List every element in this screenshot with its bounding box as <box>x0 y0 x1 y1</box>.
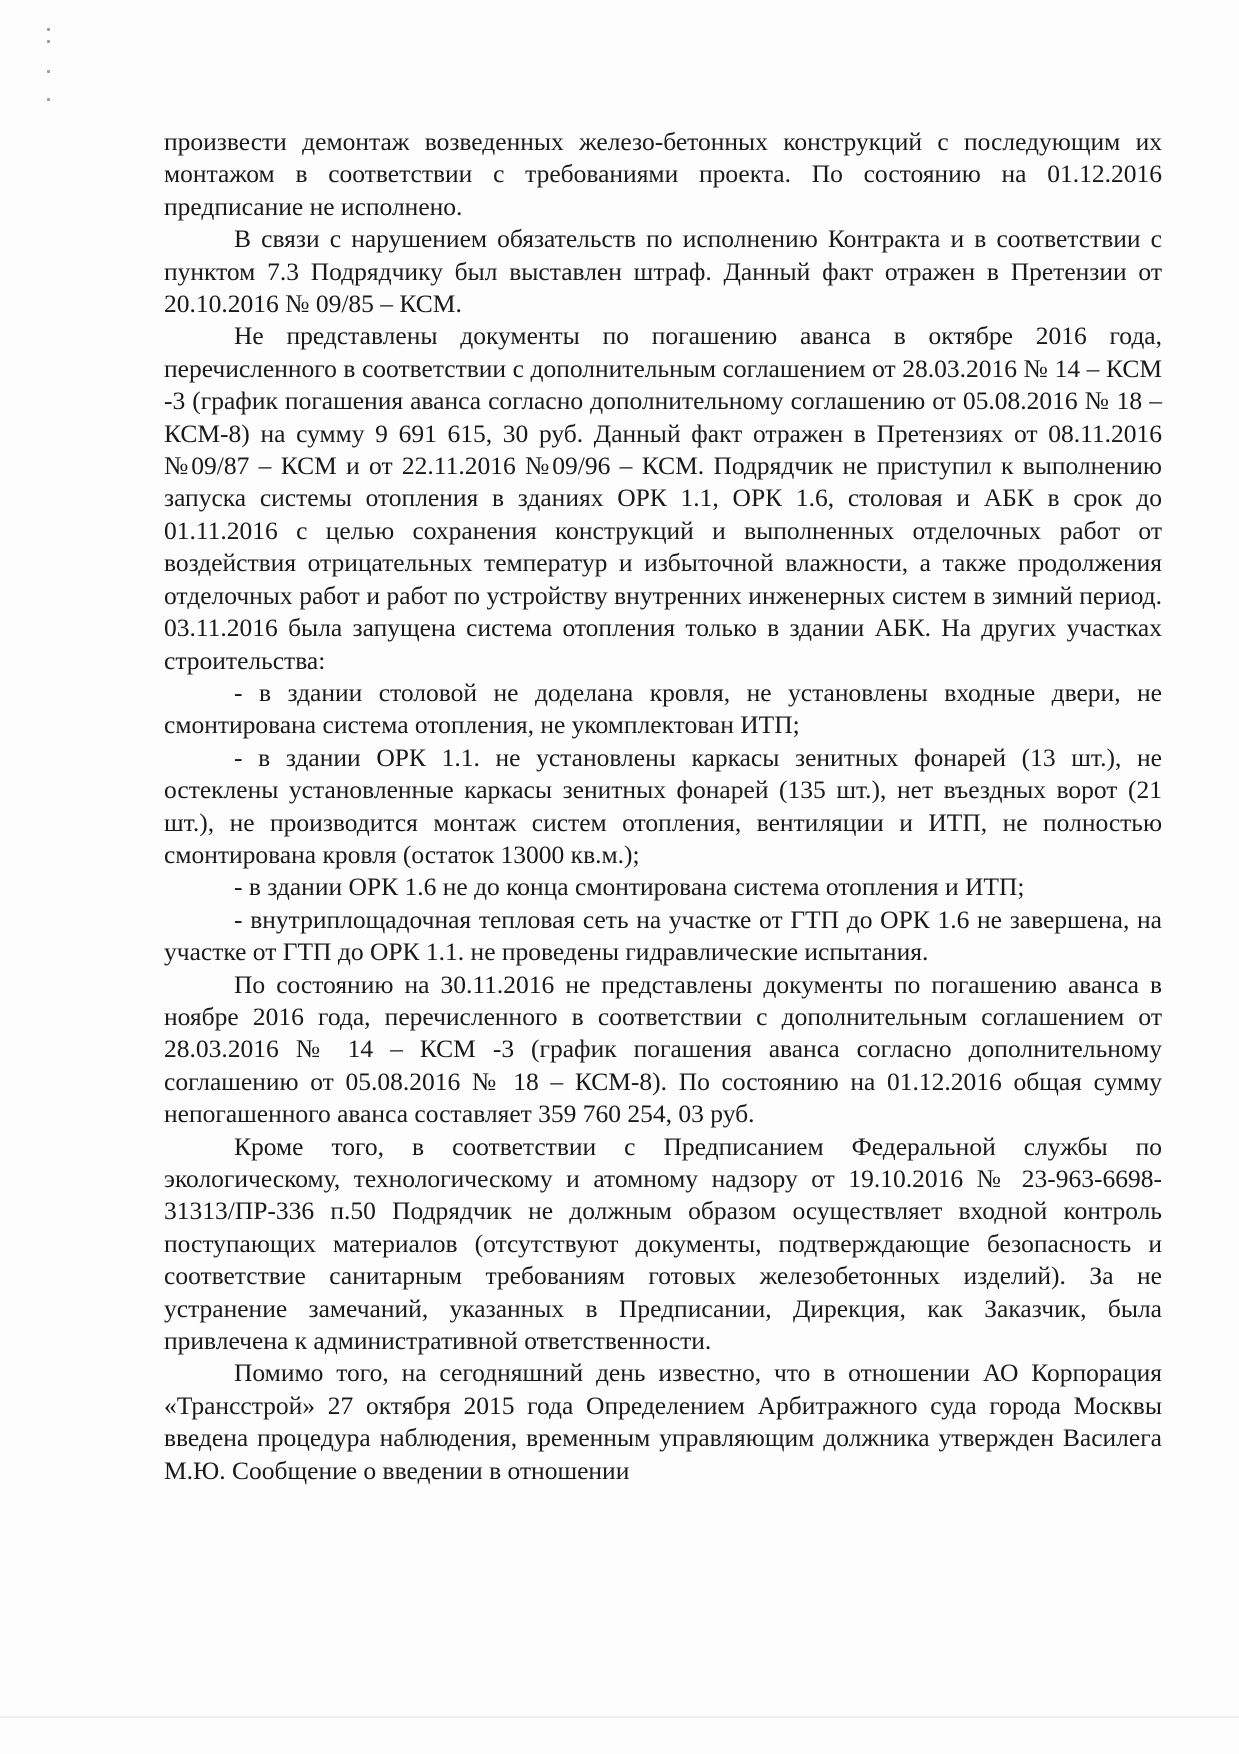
paragraph-advance-november: По состоянию на 30.11.2016 не представлены документы по погашению аванса в ноябре 2016 года, перечисленного в соответствии с дополнительным соглашением от 28.03.2016 № 14 – КСМ -3 (график погашения аванса согласно дополнительному соглашению от 05.08.2016 № 18 – КСМ-8). По состоянию на 01.12.2016 общая сумму непогашенного аванса составляет 359 760 254, 03 руб. <box>164 969 1162 1129</box>
paragraph-rostekhnadzor: Кроме того, в соответствии с Предписанием Федеральной службы по экологическому, технологическому и атомному надзору от 19.10.2016 № 23-963-6698-31313/ПР-336 п.50 Подрядчик не должным образом осуществляет входной контроль поступающих материалов (отсутствуют документы, подтверждающие безопасность и соответствие санитарным требованиям готовых железобетонных изделий). За не устранение замечаний, указанных в Предписании, Дирекция, как Заказчик, была привлечена к административной ответственности. <box>164 1131 1162 1356</box>
document-body <box>164 126 1162 1487</box>
scan-marks <box>44 28 56 128</box>
paragraph-bankruptcy: Помимо того, на сегодняшний день известно, что в отношении АО Корпорация «Трансстрой» 27 октября 2015 года Определением Арбитражного суда города Москвы введена процедура наблюдения, временным управляющим должника утвержден Василега М.Ю. Сообщение о введении в отношении <box>164 1358 1162 1485</box>
list-item-ork-1-6: - в здании ОРК 1.6 не до конца смонтирована система отопления и ИТП; <box>234 872 1025 902</box>
list-item-heating-network: - внутриплощадочная тепловая сеть на участке от ГТП до ОРК 1.6 не завершена, на участке от ГТП до ОРК 1.1. не проведены гидравлические испытания. <box>164 904 1162 967</box>
list-item-ork-1-1: - в здании ОРК 1.1. не установлены каркасы зенитных фонарей (13 шт.), не остеклены установленные каркасы зенитных фонарей (135 шт.), нет въездных ворот (21 шт.), не производится монтаж систем отопления, вентиляции и ИТП, не полностью смонтирована кровля (остаток 13000 кв.м.); <box>164 742 1162 869</box>
paragraph-advance-october: Не представлены документы по погашению аванса в октябре 2016 года, перечисленного в соответствии с дополнительным соглашением от 28.03.2016 № 14 – КСМ -3 (график погашения аванса согласно дополнительному соглашению от 05.08.2016 № 18 – КСМ-8) на сумму 9 691 615, 30 руб. Данный факт отражен в Претензиях от 08.11.2016 №09/87 – КСМ и от 22.11.2016 №09/96 – КСМ. Подрядчик не приступил к выполнению запуска системы отопления в зданиях ОРК 1.1, ОРК 1.6, столовая и АБК в срок до 01.11.2016 с целью сохранения конструкций и выполненных отделочных работ от воздействия отрицательных температур и избыточной влажности, а также продолжения отделочных работ и работ по устройству внутренних инженерных систем в зимний период. 03.11.2016 была запущена система отопления только в здании АБК. На других участках строительства: <box>164 321 1162 675</box>
paragraph-continuation: произвести демонтаж возведенных железо-бетонных конструкций с последующим их монтажом в соответствии с требованиями проекта. По состоянию на 01.12.2016 предписание не исполнено. <box>164 127 1162 221</box>
scan-bottom-edge <box>0 1716 1239 1718</box>
paragraph-fine: В связи с нарушением обязательств по исполнению Контракта и в соответствии с пунктом 7.3 Подрядчику был выставлен штраф. Данный факт отражен в Претензии от 20.10.2016 № 09/85 – КСМ. <box>164 224 1162 319</box>
list-item-canteen: - в здании столовой не доделана кровля, не установлены входные двери, не смонтирована система отопления, не укомплектован ИТП; <box>164 677 1162 740</box>
